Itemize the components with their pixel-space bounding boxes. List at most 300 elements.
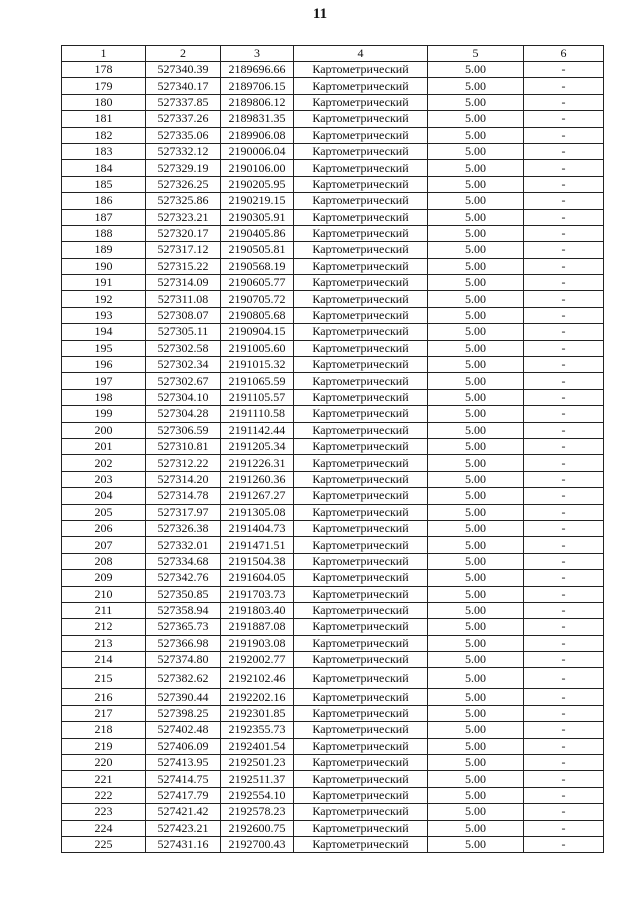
y-coordinate-cell: 2189831.35 [221, 111, 294, 127]
point-number-cell: 189 [62, 242, 146, 258]
point-number-cell: 178 [62, 62, 146, 78]
y-coordinate-cell: 2192600.75 [221, 820, 294, 836]
table-row [62, 373, 604, 389]
y-coordinate-cell: 2192554.10 [221, 787, 294, 803]
table-row [62, 291, 604, 307]
y-coordinate-cell: 2190219.15 [221, 193, 294, 209]
method-cell: Картометрический [294, 738, 428, 754]
point-number-cell: 183 [62, 143, 146, 159]
x-coordinate-cell: 527431.16 [146, 836, 221, 852]
table-row [62, 225, 604, 241]
accuracy-cell: 5.00 [428, 242, 524, 258]
point-number-cell: 192 [62, 291, 146, 307]
note-cell: - [524, 78, 604, 94]
method-cell: Картометрический [294, 176, 428, 192]
note-cell: - [524, 373, 604, 389]
table-row [62, 455, 604, 471]
y-coordinate-cell: 2191005.60 [221, 340, 294, 356]
x-coordinate-cell: 527302.58 [146, 340, 221, 356]
table-row [62, 836, 604, 852]
method-cell: Картометрический [294, 755, 428, 771]
accuracy-cell: 5.00 [428, 755, 524, 771]
note-cell: - [524, 635, 604, 651]
y-coordinate-cell: 2190006.04 [221, 143, 294, 159]
table-row [62, 820, 604, 836]
point-number-cell: 180 [62, 94, 146, 110]
note-cell: - [524, 258, 604, 274]
method-cell: Картометрический [294, 722, 428, 738]
x-coordinate-cell: 527326.25 [146, 176, 221, 192]
accuracy-cell: 5.00 [428, 340, 524, 356]
note-cell: - [524, 127, 604, 143]
table-row [62, 738, 604, 754]
note-cell: - [524, 570, 604, 586]
note-cell: - [524, 143, 604, 159]
note-cell: - [524, 520, 604, 536]
accuracy-cell: 5.00 [428, 836, 524, 852]
y-coordinate-cell: 2191205.34 [221, 438, 294, 454]
table-row [62, 652, 604, 668]
table-row [62, 705, 604, 721]
y-coordinate-cell: 2192002.77 [221, 652, 294, 668]
method-cell: Картометрический [294, 406, 428, 422]
method-cell: Картометрический [294, 652, 428, 668]
x-coordinate-cell: 527337.85 [146, 94, 221, 110]
x-coordinate-cell: 527314.20 [146, 471, 221, 487]
y-coordinate-cell: 2191703.73 [221, 586, 294, 602]
x-coordinate-cell: 527414.75 [146, 771, 221, 787]
point-number-cell: 182 [62, 127, 146, 143]
y-coordinate-cell: 2191887.08 [221, 619, 294, 635]
table-body [62, 62, 604, 853]
method-cell: Картометрический [294, 586, 428, 602]
note-cell: - [524, 652, 604, 668]
point-number-cell: 219 [62, 738, 146, 754]
x-coordinate-cell: 527340.39 [146, 62, 221, 78]
y-coordinate-cell: 2190805.68 [221, 307, 294, 323]
y-coordinate-cell: 2191803.40 [221, 602, 294, 618]
accuracy-cell: 5.00 [428, 422, 524, 438]
method-cell: Картометрический [294, 160, 428, 176]
y-coordinate-cell: 2190568.19 [221, 258, 294, 274]
point-number-cell: 201 [62, 438, 146, 454]
table-row [62, 488, 604, 504]
accuracy-cell: 5.00 [428, 291, 524, 307]
accuracy-cell: 5.00 [428, 722, 524, 738]
note-cell: - [524, 406, 604, 422]
table-row [62, 537, 604, 553]
accuracy-cell: 5.00 [428, 820, 524, 836]
point-number-cell: 209 [62, 570, 146, 586]
accuracy-cell: 5.00 [428, 389, 524, 405]
table-row [62, 804, 604, 820]
method-cell: Картометрический [294, 504, 428, 520]
y-coordinate-cell: 2190904.15 [221, 324, 294, 340]
x-coordinate-cell: 527350.85 [146, 586, 221, 602]
accuracy-cell: 5.00 [428, 176, 524, 192]
method-cell: Картометрический [294, 291, 428, 307]
note-cell: - [524, 307, 604, 323]
x-coordinate-cell: 527332.01 [146, 537, 221, 553]
y-coordinate-cell: 2191305.08 [221, 504, 294, 520]
table-row [62, 389, 604, 405]
method-cell: Картометрический [294, 553, 428, 569]
x-coordinate-cell: 527320.17 [146, 225, 221, 241]
table-row [62, 242, 604, 258]
y-coordinate-cell: 2192202.16 [221, 689, 294, 705]
x-coordinate-cell: 527337.26 [146, 111, 221, 127]
point-number-cell: 198 [62, 389, 146, 405]
x-coordinate-cell: 527317.12 [146, 242, 221, 258]
method-cell: Картометрический [294, 389, 428, 405]
method-cell: Картометрический [294, 209, 428, 225]
table-row [62, 520, 604, 536]
coordinates-table [61, 45, 604, 853]
point-number-cell: 181 [62, 111, 146, 127]
column-header: 6 [524, 46, 604, 62]
point-number-cell: 197 [62, 373, 146, 389]
x-coordinate-cell: 527306.59 [146, 422, 221, 438]
x-coordinate-cell: 527323.21 [146, 209, 221, 225]
point-number-cell: 223 [62, 804, 146, 820]
x-coordinate-cell: 527406.09 [146, 738, 221, 754]
x-coordinate-cell: 527314.09 [146, 275, 221, 291]
x-coordinate-cell: 527332.12 [146, 143, 221, 159]
accuracy-cell: 5.00 [428, 787, 524, 803]
accuracy-cell: 5.00 [428, 602, 524, 618]
table-row [62, 324, 604, 340]
method-cell: Картометрический [294, 340, 428, 356]
column-header: 2 [146, 46, 221, 62]
x-coordinate-cell: 527314.78 [146, 488, 221, 504]
method-cell: Картометрический [294, 373, 428, 389]
method-cell: Картометрический [294, 422, 428, 438]
note-cell: - [524, 689, 604, 705]
y-coordinate-cell: 2191604.05 [221, 570, 294, 586]
note-cell: - [524, 324, 604, 340]
note-cell: - [524, 340, 604, 356]
note-cell: - [524, 787, 604, 803]
accuracy-cell: 5.00 [428, 652, 524, 668]
table-row [62, 176, 604, 192]
point-number-cell: 221 [62, 771, 146, 787]
table-row [62, 209, 604, 225]
note-cell: - [524, 738, 604, 754]
y-coordinate-cell: 2189906.08 [221, 127, 294, 143]
table-row [62, 668, 604, 689]
note-cell: - [524, 771, 604, 787]
accuracy-cell: 5.00 [428, 668, 524, 689]
point-number-cell: 199 [62, 406, 146, 422]
accuracy-cell: 5.00 [428, 225, 524, 241]
accuracy-cell: 5.00 [428, 209, 524, 225]
method-cell: Картометрический [294, 537, 428, 553]
method-cell: Картометрический [294, 127, 428, 143]
table-row [62, 422, 604, 438]
method-cell: Картометрический [294, 143, 428, 159]
method-cell: Картометрический [294, 804, 428, 820]
x-coordinate-cell: 527417.79 [146, 787, 221, 803]
method-cell: Картометрический [294, 488, 428, 504]
method-cell: Картометрический [294, 705, 428, 721]
point-number-cell: 211 [62, 602, 146, 618]
y-coordinate-cell: 2191015.32 [221, 357, 294, 373]
accuracy-cell: 5.00 [428, 160, 524, 176]
method-cell: Картометрический [294, 225, 428, 241]
y-coordinate-cell: 2190705.72 [221, 291, 294, 307]
table-row [62, 619, 604, 635]
x-coordinate-cell: 527326.38 [146, 520, 221, 536]
method-cell: Картометрический [294, 438, 428, 454]
method-cell: Картометрический [294, 771, 428, 787]
y-coordinate-cell: 2191471.51 [221, 537, 294, 553]
accuracy-cell: 5.00 [428, 111, 524, 127]
note-cell: - [524, 619, 604, 635]
y-coordinate-cell: 2191065.59 [221, 373, 294, 389]
accuracy-cell: 5.00 [428, 586, 524, 602]
note-cell: - [524, 389, 604, 405]
method-cell: Картометрический [294, 787, 428, 803]
y-coordinate-cell: 2191504.38 [221, 553, 294, 569]
accuracy-cell: 5.00 [428, 553, 524, 569]
y-coordinate-cell: 2190205.95 [221, 176, 294, 192]
x-coordinate-cell: 527304.10 [146, 389, 221, 405]
x-coordinate-cell: 527402.48 [146, 722, 221, 738]
method-cell: Картометрический [294, 242, 428, 258]
accuracy-cell: 5.00 [428, 373, 524, 389]
table-row [62, 635, 604, 651]
table-row [62, 340, 604, 356]
note-cell: - [524, 160, 604, 176]
y-coordinate-cell: 2191260.36 [221, 471, 294, 487]
point-number-cell: 212 [62, 619, 146, 635]
note-cell: - [524, 176, 604, 192]
method-cell: Картометрический [294, 275, 428, 291]
x-coordinate-cell: 527302.34 [146, 357, 221, 373]
table-row [62, 504, 604, 520]
point-number-cell: 216 [62, 689, 146, 705]
point-number-cell: 188 [62, 225, 146, 241]
point-number-cell: 224 [62, 820, 146, 836]
accuracy-cell: 5.00 [428, 689, 524, 705]
x-coordinate-cell: 527311.08 [146, 291, 221, 307]
y-coordinate-cell: 2192578.23 [221, 804, 294, 820]
point-number-cell: 207 [62, 537, 146, 553]
accuracy-cell: 5.00 [428, 738, 524, 754]
note-cell: - [524, 553, 604, 569]
point-number-cell: 210 [62, 586, 146, 602]
table-row [62, 78, 604, 94]
x-coordinate-cell: 527304.28 [146, 406, 221, 422]
x-coordinate-cell: 527398.25 [146, 705, 221, 721]
point-number-cell: 193 [62, 307, 146, 323]
point-number-cell: 213 [62, 635, 146, 651]
x-coordinate-cell: 527310.81 [146, 438, 221, 454]
note-cell: - [524, 438, 604, 454]
accuracy-cell: 5.00 [428, 455, 524, 471]
x-coordinate-cell: 527390.44 [146, 689, 221, 705]
method-cell: Картометрический [294, 689, 428, 705]
point-number-cell: 200 [62, 422, 146, 438]
y-coordinate-cell: 2192102.46 [221, 668, 294, 689]
x-coordinate-cell: 527317.97 [146, 504, 221, 520]
table-header-row [62, 46, 604, 62]
method-cell: Картометрический [294, 193, 428, 209]
point-number-cell: 202 [62, 455, 146, 471]
method-cell: Картометрический [294, 619, 428, 635]
x-coordinate-cell: 527334.68 [146, 553, 221, 569]
point-number-cell: 203 [62, 471, 146, 487]
y-coordinate-cell: 2189696.66 [221, 62, 294, 78]
method-cell: Картометрический [294, 324, 428, 340]
point-number-cell: 222 [62, 787, 146, 803]
point-number-cell: 217 [62, 705, 146, 721]
y-coordinate-cell: 2189806.12 [221, 94, 294, 110]
note-cell: - [524, 668, 604, 689]
table-row [62, 193, 604, 209]
point-number-cell: 206 [62, 520, 146, 536]
note-cell: - [524, 275, 604, 291]
note-cell: - [524, 488, 604, 504]
accuracy-cell: 5.00 [428, 705, 524, 721]
method-cell: Картометрический [294, 570, 428, 586]
method-cell: Картометрический [294, 111, 428, 127]
method-cell: Картометрический [294, 62, 428, 78]
y-coordinate-cell: 2191105.57 [221, 389, 294, 405]
point-number-cell: 186 [62, 193, 146, 209]
note-cell: - [524, 836, 604, 852]
method-cell: Картометрический [294, 94, 428, 110]
table-row [62, 94, 604, 110]
point-number-cell: 225 [62, 836, 146, 852]
y-coordinate-cell: 2189706.15 [221, 78, 294, 94]
x-coordinate-cell: 527315.22 [146, 258, 221, 274]
point-number-cell: 190 [62, 258, 146, 274]
note-cell: - [524, 242, 604, 258]
column-header: 4 [294, 46, 428, 62]
x-coordinate-cell: 527366.98 [146, 635, 221, 651]
accuracy-cell: 5.00 [428, 143, 524, 159]
point-number-cell: 196 [62, 357, 146, 373]
note-cell: - [524, 602, 604, 618]
note-cell: - [524, 755, 604, 771]
x-coordinate-cell: 527421.42 [146, 804, 221, 820]
table-row [62, 602, 604, 618]
accuracy-cell: 5.00 [428, 324, 524, 340]
point-number-cell: 187 [62, 209, 146, 225]
table-row [62, 160, 604, 176]
table-row [62, 111, 604, 127]
column-header: 3 [221, 46, 294, 62]
table-row [62, 127, 604, 143]
table-row [62, 307, 604, 323]
note-cell: - [524, 111, 604, 127]
point-number-cell: 204 [62, 488, 146, 504]
note-cell: - [524, 504, 604, 520]
y-coordinate-cell: 2190305.91 [221, 209, 294, 225]
table-row [62, 357, 604, 373]
accuracy-cell: 5.00 [428, 771, 524, 787]
note-cell: - [524, 820, 604, 836]
note-cell: - [524, 586, 604, 602]
y-coordinate-cell: 2190605.77 [221, 275, 294, 291]
accuracy-cell: 5.00 [428, 471, 524, 487]
y-coordinate-cell: 2192401.54 [221, 738, 294, 754]
table-row [62, 755, 604, 771]
accuracy-cell: 5.00 [428, 438, 524, 454]
table-row [62, 406, 604, 422]
note-cell: - [524, 94, 604, 110]
accuracy-cell: 5.00 [428, 406, 524, 422]
table-row [62, 258, 604, 274]
column-header: 5 [428, 46, 524, 62]
note-cell: - [524, 537, 604, 553]
note-cell: - [524, 455, 604, 471]
point-number-cell: 194 [62, 324, 146, 340]
accuracy-cell: 5.00 [428, 307, 524, 323]
table-row [62, 62, 604, 78]
accuracy-cell: 5.00 [428, 537, 524, 553]
note-cell: - [524, 193, 604, 209]
x-coordinate-cell: 527342.76 [146, 570, 221, 586]
x-coordinate-cell: 527305.11 [146, 324, 221, 340]
table-row [62, 275, 604, 291]
method-cell: Картометрический [294, 258, 428, 274]
x-coordinate-cell: 527382.62 [146, 668, 221, 689]
point-number-cell: 218 [62, 722, 146, 738]
point-number-cell: 184 [62, 160, 146, 176]
y-coordinate-cell: 2190405.86 [221, 225, 294, 241]
method-cell: Картометрический [294, 471, 428, 487]
method-cell: Картометрический [294, 78, 428, 94]
method-cell: Картометрический [294, 455, 428, 471]
y-coordinate-cell: 2192501.23 [221, 755, 294, 771]
y-coordinate-cell: 2191226.31 [221, 455, 294, 471]
x-coordinate-cell: 527340.17 [146, 78, 221, 94]
y-coordinate-cell: 2192355.73 [221, 722, 294, 738]
point-number-cell: 195 [62, 340, 146, 356]
x-coordinate-cell: 527374.80 [146, 652, 221, 668]
point-number-cell: 191 [62, 275, 146, 291]
note-cell: - [524, 804, 604, 820]
accuracy-cell: 5.00 [428, 78, 524, 94]
y-coordinate-cell: 2191142.44 [221, 422, 294, 438]
method-cell: Картометрический [294, 635, 428, 651]
table-row [62, 771, 604, 787]
y-coordinate-cell: 2192301.85 [221, 705, 294, 721]
note-cell: - [524, 705, 604, 721]
x-coordinate-cell: 527413.95 [146, 755, 221, 771]
point-number-cell: 214 [62, 652, 146, 668]
y-coordinate-cell: 2191903.08 [221, 635, 294, 651]
x-coordinate-cell: 527308.07 [146, 307, 221, 323]
accuracy-cell: 5.00 [428, 488, 524, 504]
method-cell: Картометрический [294, 668, 428, 689]
accuracy-cell: 5.00 [428, 275, 524, 291]
table-row [62, 787, 604, 803]
table-row [62, 570, 604, 586]
point-number-cell: 185 [62, 176, 146, 192]
accuracy-cell: 5.00 [428, 504, 524, 520]
accuracy-cell: 5.00 [428, 520, 524, 536]
accuracy-cell: 5.00 [428, 357, 524, 373]
method-cell: Картометрический [294, 357, 428, 373]
accuracy-cell: 5.00 [428, 127, 524, 143]
note-cell: - [524, 209, 604, 225]
x-coordinate-cell: 527329.19 [146, 160, 221, 176]
x-coordinate-cell: 527335.06 [146, 127, 221, 143]
accuracy-cell: 5.00 [428, 570, 524, 586]
